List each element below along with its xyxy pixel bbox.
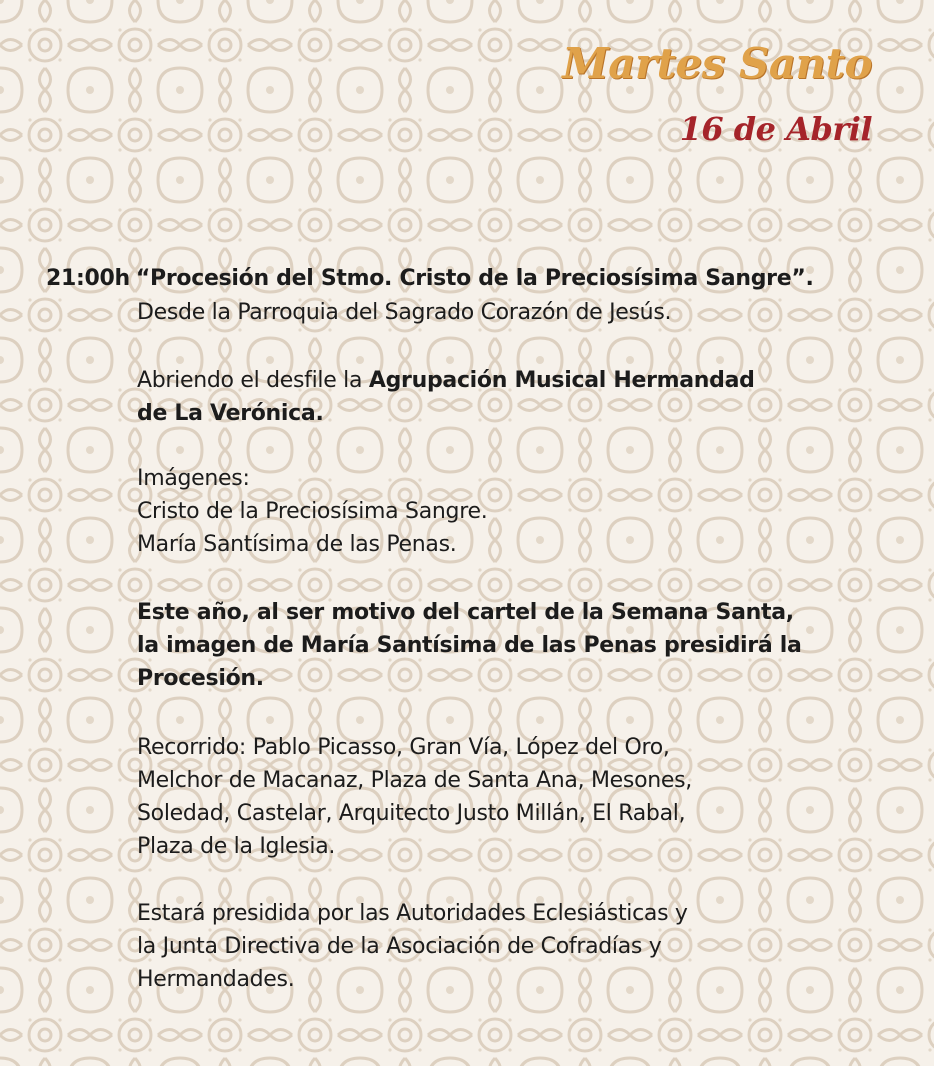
image-item: María Santísima de las Penas. — [137, 532, 457, 557]
images-paragraph — [137, 462, 897, 561]
presided-line: Estará presidida por las Autoridades Eclesiásticas y — [137, 901, 688, 926]
presided-paragraph — [137, 897, 897, 996]
event-date: 16 de Abril — [679, 110, 872, 148]
presided-line: la Junta Directiva de la Asociación de Cofradías y — [137, 934, 662, 959]
notice-paragraph — [137, 596, 897, 695]
route-line: Plaza de la Iglesia. — [137, 834, 336, 859]
band-name-line-1: Agrupación Musical Hermandad — [368, 368, 755, 393]
band-name-line-2: de La Verónica. — [137, 401, 324, 426]
event-name: “Procesión del Stmo. Cristo de la Preciosísima Sangre”. — [135, 266, 814, 291]
notice-line: Este año, al ser motivo del cartel de la Semana Santa, — [137, 600, 794, 625]
images-heading: Imágenes: — [137, 466, 250, 491]
route-line: Soledad, Castelar, Arquitecto Justo Millán, El Rabal, — [137, 801, 686, 826]
event-time: 21:00h — [46, 266, 130, 291]
route-line: Recorrido: Pablo Picasso, Gran Vía, López del Oro, — [137, 735, 670, 760]
opening-lead: Abriendo el desfile la — [137, 368, 369, 393]
event-heading — [46, 262, 814, 296]
image-item: Cristo de la Preciosísima Sangre. — [137, 499, 488, 524]
presided-line: Hermandades. — [137, 967, 295, 992]
notice-line: la imagen de María Santísima de las Penas presidirá la — [137, 633, 802, 658]
route-paragraph — [137, 731, 897, 863]
event-origin — [137, 296, 897, 329]
route-line: Melchor de Macanaz, Plaza de Santa Ana, Mesones, — [137, 768, 692, 793]
page-title: Martes Santo — [562, 39, 872, 88]
opening-paragraph — [137, 364, 897, 430]
origin-line: Desde la Parroquia del Sagrado Corazón de Jesús. — [137, 300, 672, 325]
notice-line: Procesión. — [137, 666, 264, 691]
